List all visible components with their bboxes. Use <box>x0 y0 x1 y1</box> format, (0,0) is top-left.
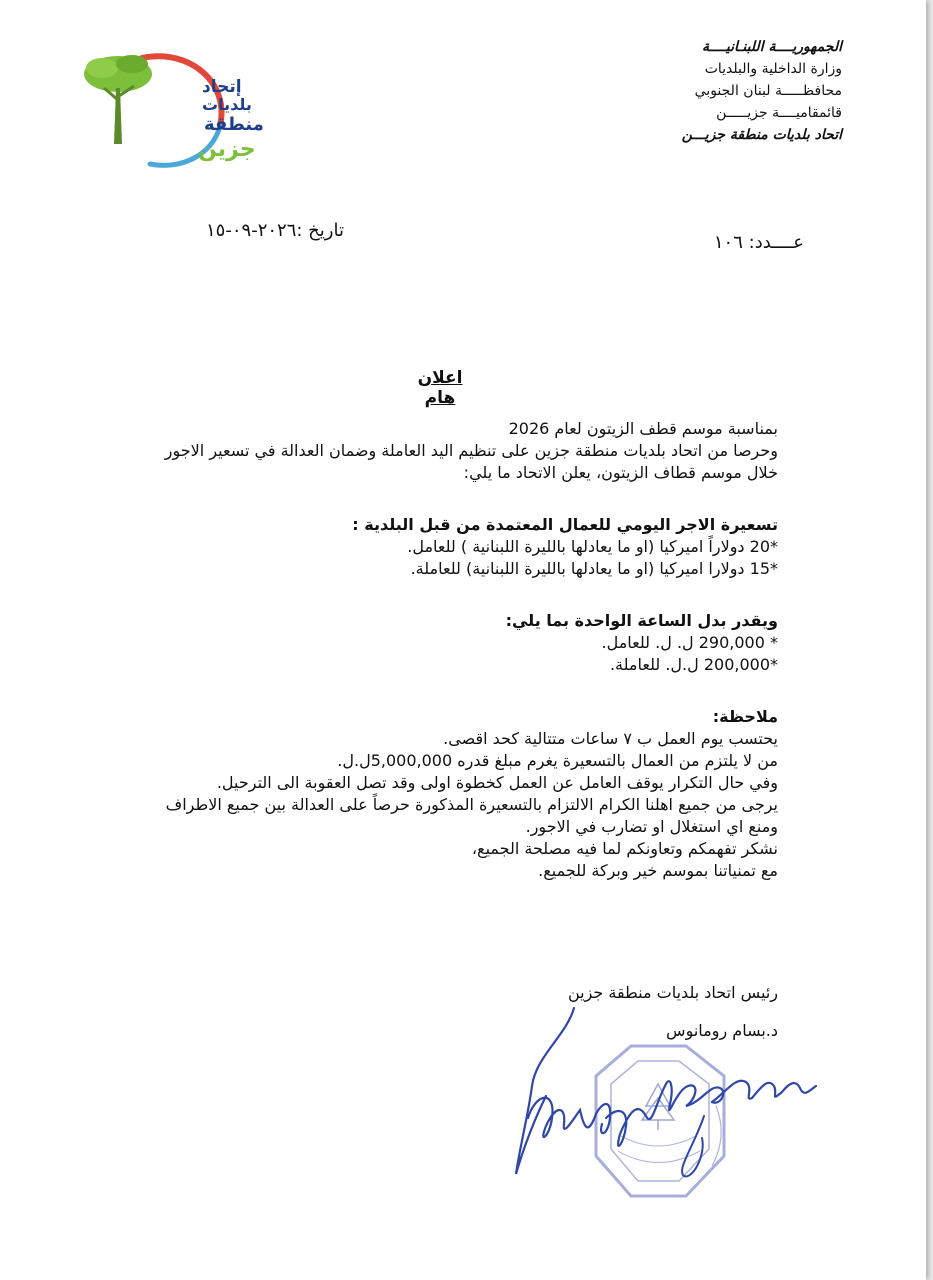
signatory-role: رئيس اتحاد بلديات منطقة جزين <box>567 983 778 1002</box>
note-item: ومنع اي استغلال او تضارب في الاجور. <box>525 817 778 836</box>
letterhead-district: قائمقاميــــة جزيـــــن <box>716 105 842 121</box>
hourly-rate-heading: ويقدر بدل الساعة الواحدة بما يلي: <box>505 611 778 630</box>
note-item: نشكر تفهمكم وتعاونكم لما فيه مصلحة الجميع، <box>471 839 778 858</box>
daily-rate-heading: تسعيرة الاجر اليومي للعمال المعتمدة من قبل البلدية : <box>352 515 778 534</box>
logo-text-1: إتحاد <box>202 77 242 97</box>
signatory-name: د.بسام رومانوس <box>666 1021 778 1040</box>
document-number: عــــدد: ١٠٦ <box>713 232 804 253</box>
note-item: يحتسب يوم العمل ب ٧ ساعات متتالية كحد اقصى. <box>443 729 778 748</box>
daily-rate-item: *15 دولارا اميركيا (او ما يعادلها بالليرة اللبنانية) للعاملة. <box>410 559 778 578</box>
announcement-body <box>98 418 778 882</box>
logo-text-2: بلديات <box>202 95 252 114</box>
logo-text-4: جزين <box>198 137 256 162</box>
union-logo-image <box>80 48 264 170</box>
letterhead <box>582 36 842 146</box>
hourly-rate-item: * 290,000 ل. ل. للعامل. <box>601 633 778 652</box>
intro-line-1: بمناسبة موسم قطف الزيتون لعام 2026 <box>508 419 778 438</box>
hourly-rate-item: *200,000 ل.ل. للعاملة. <box>609 655 778 674</box>
union-logo <box>80 48 264 170</box>
letterhead-republic: الجمهوريــــة اللبنـانيــــة <box>701 39 842 55</box>
intro-line-3: خلال موسم قطاف الزيتون، يعلن الاتحاد ما يلي: <box>463 463 778 482</box>
logo-text-3: منطقة <box>204 114 264 135</box>
daily-rate-item: *20 دولاراً اميركيا (او ما يعادلها بالليرة اللبنانية ) للعامل. <box>407 537 778 556</box>
official-stamp <box>506 1006 826 1216</box>
letterhead-governorate: محافظـــــة لبنان الجنوبي <box>694 83 842 99</box>
note-item: مع تمنياتنا بموسم خير وبركة للجميع. <box>538 861 778 880</box>
note-item: وفي حال التكرار يوقف العامل عن العمل كخطوة اولى وقد تصل العقوبة الى الترحيل. <box>216 773 778 792</box>
announcement-title: اعلان هام <box>417 368 463 408</box>
intro-line-2: وحرصا من اتحاد بلديات منطقة جزين على تنظيم اليد العاملة وضمان العدالة في تسعير الاجور <box>164 441 778 460</box>
letterhead-ministry: وزارة الداخلية والبلديات <box>704 61 842 77</box>
document-date: تاريخ :٢٠٢٦-٠٩-١٥ <box>206 220 344 241</box>
note-item: يرجى من جميع اهلنا الكرام الالتزام بالتسعيرة المذكورة حرصاً على العدالة بين جميع الاطراف <box>165 795 778 814</box>
note-item: من لا يلتزم من العمال بالتسعيرة يغرم مبلغ قدره 5,000,000ل.ل. <box>337 751 778 770</box>
note-heading: ملاحظة: <box>712 707 778 726</box>
letterhead-union: اتحاد بلديات منطقة جزيـــن <box>681 127 842 143</box>
stamp-and-signature-image <box>506 1006 826 1216</box>
